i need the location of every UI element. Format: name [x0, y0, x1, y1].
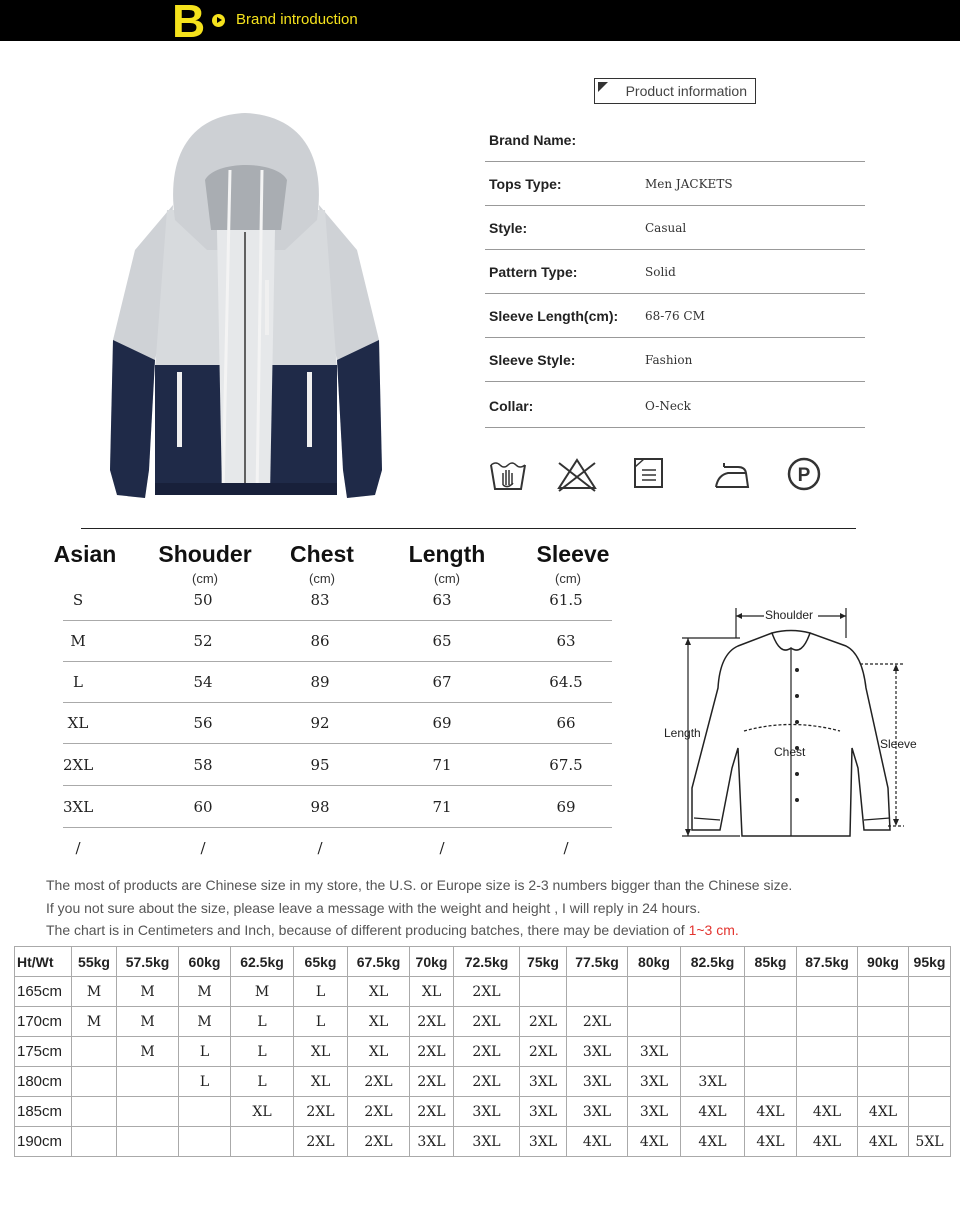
size-cell [628, 977, 681, 1007]
size-cell [797, 1067, 858, 1097]
size-cell: 3XL [63, 798, 94, 816]
size-cell [681, 1007, 745, 1037]
note-deviation-highlight: 1~3 cm. [688, 922, 739, 938]
size-cell [909, 1097, 951, 1127]
size-cell: L [231, 1007, 294, 1037]
size-cell: 67.5 [549, 756, 583, 774]
table-row [15, 1037, 951, 1067]
table-row [15, 1127, 951, 1157]
table-row [15, 977, 951, 1007]
header-letter: B [172, 0, 206, 47]
size-cell [745, 1067, 797, 1097]
size-cell: M [117, 977, 179, 1007]
size-cell: 4XL [745, 1097, 797, 1127]
size-cell [858, 1067, 909, 1097]
measurement-diagram [660, 598, 922, 848]
info-row-pattern-type [485, 250, 865, 294]
size-cell: 2XL [567, 1007, 628, 1037]
size-cell: 71 [432, 798, 452, 816]
size-cell: 2XL [348, 1127, 410, 1157]
size-cell [117, 1127, 179, 1157]
size-cell: XL [67, 714, 89, 732]
size-cell: XL [410, 977, 454, 1007]
size-cell: L [294, 977, 348, 1007]
size-cell [797, 977, 858, 1007]
size-cell: 5XL [909, 1127, 951, 1157]
size-cell: 56 [193, 714, 213, 732]
size-row [63, 662, 612, 703]
size-cell: 61.5 [549, 591, 583, 609]
size-cell [117, 1097, 179, 1127]
size-cell: 71 [432, 756, 452, 774]
weight-header: 80kg [628, 947, 681, 977]
size-cell: S [72, 591, 84, 609]
section-divider [81, 528, 856, 529]
size-cell: 3XL [681, 1067, 745, 1097]
diagram-label-length: Length [664, 726, 701, 740]
size-cell [909, 1037, 951, 1067]
size-cell: 92 [310, 714, 330, 732]
size-cell: L [179, 1037, 231, 1067]
size-cell [858, 1037, 909, 1067]
size-cell: 4XL [858, 1127, 909, 1157]
size-cell [72, 1037, 117, 1067]
size-cell: 3XL [628, 1037, 681, 1067]
info-row-tops-type [485, 162, 865, 206]
info-label: Brand Name: [489, 132, 577, 148]
height-cell: 170cm [15, 1007, 72, 1037]
svg-text:P: P [797, 465, 811, 486]
size-unit-chest: (cm) [309, 571, 335, 586]
size-cell: M [117, 1037, 179, 1067]
weight-header: 57.5kg [117, 947, 179, 977]
size-cell [567, 977, 628, 1007]
size-cell: 86 [310, 632, 330, 650]
no-bleach-icon [555, 455, 599, 493]
size-cell: 2XL [410, 1037, 454, 1067]
table-row [15, 1007, 951, 1037]
size-cell: 83 [310, 591, 330, 609]
weight-header: 75kg [520, 947, 567, 977]
size-cell: 2XL [410, 1067, 454, 1097]
size-cell [628, 1007, 681, 1037]
size-header-chest: Chest [290, 541, 354, 567]
size-cell: 58 [193, 756, 213, 774]
diagram-label-shoulder: Shoulder [765, 608, 814, 622]
size-cell [681, 1037, 745, 1067]
size-cell: 4XL [567, 1127, 628, 1157]
size-cell: 67 [432, 673, 452, 691]
size-cell: XL [348, 1007, 410, 1037]
size-cell: 3XL [520, 1097, 567, 1127]
diagram-label-sleeve: Sleeve [880, 737, 917, 751]
size-cell: 95 [310, 756, 330, 774]
size-cell [117, 1067, 179, 1097]
size-cell: 2XL [63, 756, 94, 774]
size-cell: 2XL [294, 1097, 348, 1127]
info-value: O-Neck [645, 399, 691, 413]
size-cell: 50 [193, 591, 213, 609]
size-cell: 2XL [520, 1007, 567, 1037]
size-cell: M [70, 632, 86, 650]
iron-icon [712, 455, 752, 493]
note-line-2: If you not sure about the size, please leave a message with the weight and height , I will reply in 24 hours. [46, 900, 701, 916]
info-value: Men JACKETS [645, 177, 733, 191]
weight-header: 55kg [72, 947, 117, 977]
size-cell: 3XL [454, 1127, 520, 1157]
weight-header: 65kg [294, 947, 348, 977]
size-cell: XL [294, 1067, 348, 1097]
size-cell: 4XL [681, 1097, 745, 1127]
size-cell: 3XL [410, 1127, 454, 1157]
header-bar [0, 0, 960, 41]
size-cell [745, 977, 797, 1007]
info-row-sleeve-length [485, 294, 865, 338]
size-cell: / [563, 839, 569, 857]
height-cell: 175cm [15, 1037, 72, 1067]
play-icon [212, 14, 225, 27]
size-cell: 64.5 [549, 673, 583, 691]
table-row [15, 1067, 951, 1097]
size-unit-sleeve: (cm) [555, 571, 581, 586]
weight-header: 82.5kg [681, 947, 745, 977]
info-label: Pattern Type: [489, 264, 578, 280]
size-cell: 3XL [520, 1127, 567, 1157]
size-cell [797, 1037, 858, 1067]
size-cell: XL [294, 1037, 348, 1067]
size-row [63, 580, 612, 621]
size-cell [179, 1127, 231, 1157]
size-cell [909, 1007, 951, 1037]
size-cell: 4XL [628, 1127, 681, 1157]
size-cell: 4XL [681, 1127, 745, 1157]
weight-header: 85kg [745, 947, 797, 977]
size-cell: 2XL [410, 1007, 454, 1037]
weight-header: 87.5kg [797, 947, 858, 977]
info-value: Casual [645, 221, 687, 235]
size-cell: 65 [432, 632, 452, 650]
height-cell: 190cm [15, 1127, 72, 1157]
weight-header: 67.5kg [348, 947, 410, 977]
size-cell [72, 1067, 117, 1097]
diagram-label-chest: Chest [774, 745, 806, 759]
size-cell: L [179, 1067, 231, 1097]
size-cell: XL [231, 1097, 294, 1127]
size-unit-length: (cm) [434, 571, 460, 586]
height-weight-table [14, 946, 951, 1157]
size-cell [745, 1007, 797, 1037]
size-cell: 89 [310, 673, 330, 691]
size-header-asian: Asian [53, 541, 117, 567]
size-cell: / [439, 839, 445, 857]
size-cell: 98 [310, 798, 330, 816]
note-line-3 [46, 922, 739, 938]
size-cell: 2XL [294, 1127, 348, 1157]
size-cell: 60 [193, 798, 213, 816]
info-value: 68-76 CM [645, 309, 705, 323]
info-label: Tops Type: [489, 176, 562, 192]
size-row [63, 745, 612, 786]
size-cell: L [231, 1037, 294, 1067]
size-cell [681, 977, 745, 1007]
size-cell: M [117, 1007, 179, 1037]
info-value: Fashion [645, 353, 693, 367]
size-header-length: Length [408, 541, 486, 567]
weight-header: 90kg [858, 947, 909, 977]
size-cell: 4XL [797, 1127, 858, 1157]
info-label: Collar: [489, 398, 534, 414]
size-cell: 63 [556, 632, 576, 650]
size-cell: 2XL [348, 1067, 410, 1097]
size-row [63, 703, 612, 744]
size-cell: 3XL [628, 1097, 681, 1127]
info-label: Style: [489, 220, 528, 236]
header-title: Brand introduction [236, 11, 358, 28]
size-cell: L [294, 1007, 348, 1037]
dry-clean-icon [786, 455, 822, 493]
info-row-collar [485, 384, 865, 428]
size-cell: XL [348, 1037, 410, 1067]
info-row-sleeve-style [485, 338, 865, 382]
size-cell: 66 [556, 714, 576, 732]
size-cell: / [75, 839, 81, 857]
weight-header-row [15, 947, 951, 977]
table-corner: Ht/Wt [15, 947, 72, 977]
size-cell: M [231, 977, 294, 1007]
size-cell: 3XL [628, 1067, 681, 1097]
size-cell: 69 [556, 798, 576, 816]
size-row [63, 621, 612, 662]
weight-header: 95kg [909, 947, 951, 977]
size-cell: L [231, 1067, 294, 1097]
tumble-dry-icon [632, 455, 666, 493]
size-cell: M [179, 1007, 231, 1037]
size-cell: M [72, 977, 117, 1007]
height-cell: 180cm [15, 1067, 72, 1097]
weight-header: 70kg [410, 947, 454, 977]
size-cell: 3XL [567, 1067, 628, 1097]
size-cell: 2XL [454, 1067, 520, 1097]
size-cell: 2XL [348, 1097, 410, 1127]
size-cell: 4XL [858, 1097, 909, 1127]
note-line-3-text: The chart is in Centimeters and Inch, because of different producing batches, there may be deviation of [46, 922, 689, 938]
size-header-shoulder: Shouder [158, 541, 252, 567]
size-cell [909, 1067, 951, 1097]
size-cell [72, 1097, 117, 1127]
size-cell [231, 1127, 294, 1157]
height-cell: 165cm [15, 977, 72, 1007]
size-cell: 2XL [454, 1037, 520, 1067]
info-row-style [485, 206, 865, 250]
weight-header: 60kg [179, 947, 231, 977]
hand-wash-icon [488, 455, 528, 493]
size-cell: 4XL [797, 1097, 858, 1127]
size-cell: 54 [193, 673, 213, 691]
table-row [15, 1097, 951, 1127]
info-label: Sleeve Length(cm): [489, 308, 619, 324]
size-cell: L [73, 673, 83, 691]
info-label: Sleeve Style: [489, 352, 576, 368]
size-cell: 3XL [567, 1097, 628, 1127]
height-cell: 185cm [15, 1097, 72, 1127]
size-cell [520, 977, 567, 1007]
size-row [63, 787, 612, 828]
size-cell: 2XL [520, 1037, 567, 1067]
size-cell: / [200, 839, 206, 857]
size-row [63, 828, 612, 869]
size-cell: 3XL [567, 1037, 628, 1067]
weight-header: 72.5kg [454, 947, 520, 977]
size-cell: XL [348, 977, 410, 1007]
weight-header: 77.5kg [567, 947, 628, 977]
size-cell: 52 [193, 632, 213, 650]
size-cell [858, 977, 909, 1007]
weight-header: 62.5kg [231, 947, 294, 977]
size-cell [72, 1127, 117, 1157]
size-cell: M [72, 1007, 117, 1037]
size-cell [179, 1097, 231, 1127]
note-line-1: The most of products are Chinese size in my store, the U.S. or Europe size is 2-3 numbers bigger than the Chinese size. [46, 877, 793, 893]
size-cell [858, 1007, 909, 1037]
size-header-sleeve: Sleeve [536, 541, 610, 567]
size-cell: 3XL [454, 1097, 520, 1127]
info-row-brand-name [485, 118, 865, 162]
size-cell: 4XL [745, 1127, 797, 1157]
size-cell: 3XL [520, 1067, 567, 1097]
size-cell: 2XL [410, 1097, 454, 1127]
size-cell: M [179, 977, 231, 1007]
size-cell: 2XL [454, 977, 520, 1007]
size-cell: 69 [432, 714, 452, 732]
size-cell [797, 1007, 858, 1037]
size-cell: 2XL [454, 1007, 520, 1037]
info-value: Solid [645, 265, 676, 279]
jacket-image [105, 110, 387, 505]
product-info-title: Product information [594, 78, 756, 104]
size-unit-shoulder: (cm) [192, 571, 218, 586]
size-cell: / [317, 839, 323, 857]
size-cell: 63 [432, 591, 452, 609]
size-cell [909, 977, 951, 1007]
size-cell [745, 1037, 797, 1067]
